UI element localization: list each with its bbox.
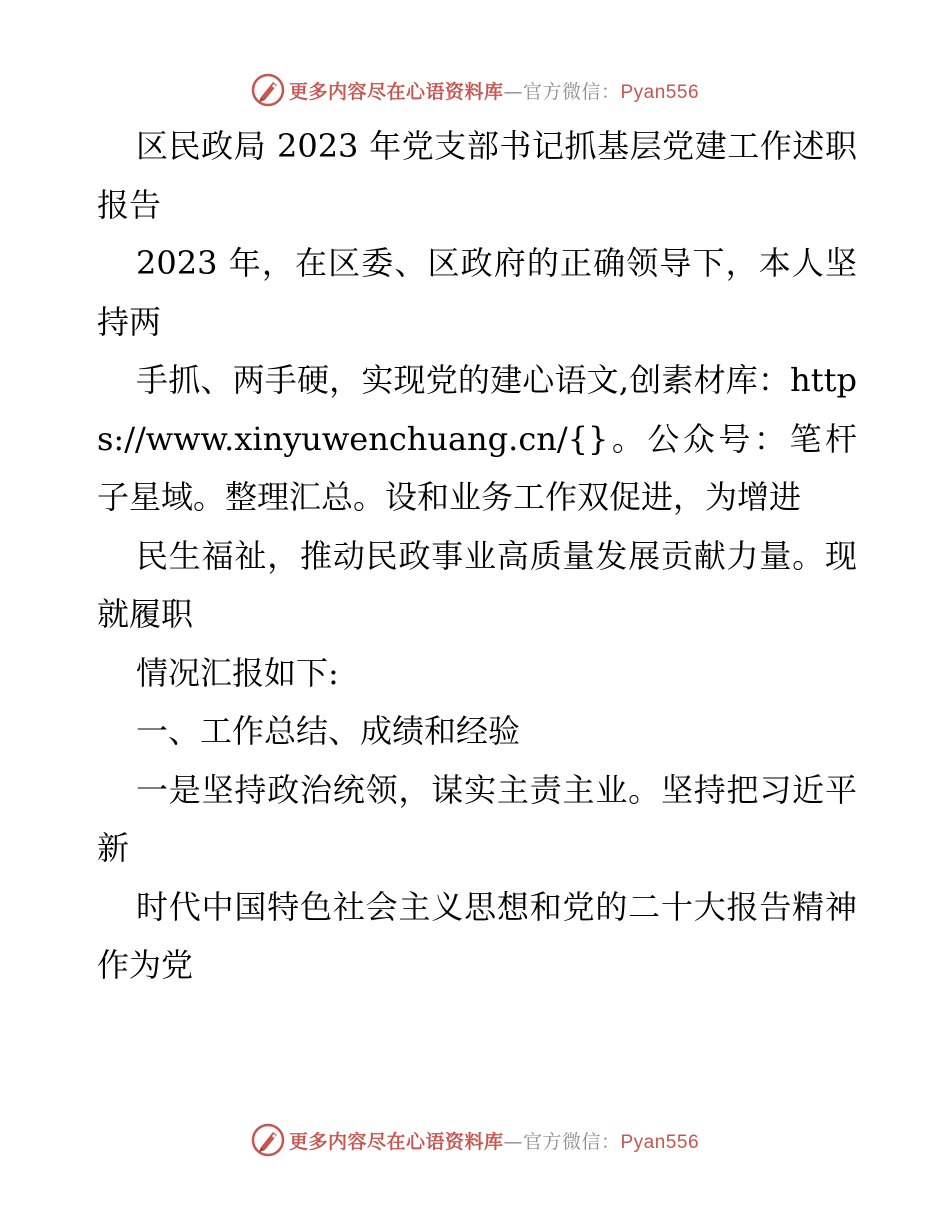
banner-dash: — bbox=[503, 80, 523, 103]
banner-wechat-id: Pyan556 bbox=[620, 1131, 700, 1153]
banner-dash: — bbox=[503, 1130, 523, 1153]
body-paragraph: 手抓、两手硬，实现党的建心语文,创素材库：https://www.xinyuwenchuang.cn/{}。公众号：笔杆子星域。整理汇总。设和业务工作双促进，为增进 bbox=[97, 361, 857, 516]
body-paragraph: 一是坚持政治统领，谋实主责主业。坚持把习近平新 bbox=[97, 770, 857, 867]
header-banner bbox=[0, 70, 950, 110]
banner-site-text: 更多内容尽在心语资料库 bbox=[288, 80, 504, 103]
body-paragraph: 民生福祉，推动民政事业高质量发展贡献力量。现就履职 bbox=[97, 536, 857, 633]
pen-logo-icon bbox=[251, 1123, 285, 1157]
body-paragraph: 2023 年，在区委、区政府的正确领导下，本人坚持两 bbox=[97, 244, 857, 341]
banner-text bbox=[289, 1127, 699, 1154]
section-heading: 一、工作总结、成绩和经验 bbox=[136, 712, 521, 750]
banner-text bbox=[289, 77, 699, 104]
banner-wechat-label: 官方微信： bbox=[522, 1130, 621, 1153]
title-paragraph: 区民政局 2023 年党支部书记抓基层党建工作述职报告 bbox=[97, 127, 857, 224]
body-paragraph: 情况汇报如下: bbox=[136, 653, 339, 692]
pen-logo-icon bbox=[251, 73, 285, 107]
banner-wechat-id: Pyan556 bbox=[620, 81, 700, 103]
document-body bbox=[97, 117, 857, 995]
banner-wechat-label: 官方微信： bbox=[522, 80, 621, 103]
footer-banner bbox=[0, 1120, 950, 1160]
banner-site-text: 更多内容尽在心语资料库 bbox=[288, 1130, 504, 1153]
body-paragraph: 时代中国特色社会主义思想和党的二十大报告精神作为党 bbox=[97, 887, 857, 984]
